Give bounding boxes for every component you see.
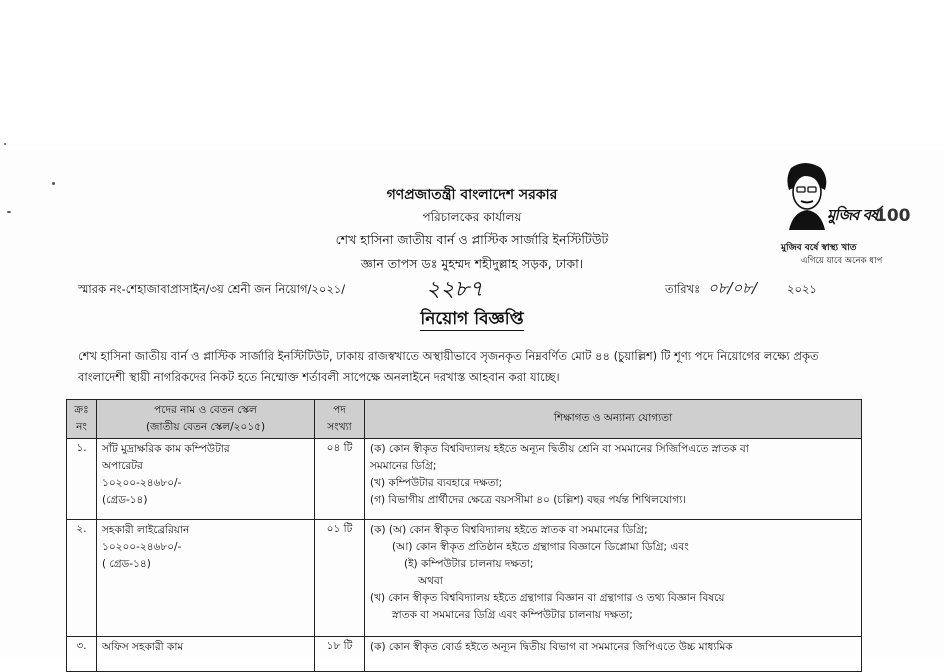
row-qualification	[365, 637, 862, 672]
table-row	[67, 520, 862, 637]
header-count-line-1: পদ	[333, 404, 346, 416]
header-serial-line-1: ক্রঃ	[74, 404, 89, 416]
row-serial: ৩.	[67, 637, 97, 672]
qualification-line: (আ) কোন স্বীকৃত প্রতিষ্ঠান হইতে গ্রন্থাগার বিজ্ঞানে ডিপ্লোমা ডিগ্রি; এবং	[392, 541, 689, 553]
row-count: ০১ টি	[315, 520, 365, 637]
header-qualification: শিক্ষাগত ও অন্যান্য যোগ্যতা	[365, 400, 862, 439]
institute-address: জ্ঞান তাপস ডঃ মুহম্মদ শহীদুল্লাহ সড়ক, ঢাকা।	[360, 256, 584, 271]
header-post	[97, 400, 315, 439]
header-post-line-1: পদের নাম ও বেতন স্কেল	[154, 404, 257, 416]
post-line: সাঁট মুদ্রাক্ষরিক কাম কম্পিউটার	[102, 443, 230, 455]
scan-speck	[4, 143, 6, 145]
top-margin	[0, 0, 944, 150]
post-line: অপারেটর	[102, 460, 143, 472]
post-line: ১০২০০-২৪৬৮০/-	[102, 541, 182, 553]
government-name: গণপ্রজাতন্ত্রী বাংলাদেশ সরকার	[386, 187, 558, 203]
mujib-borsho-logo	[775, 160, 911, 270]
table-row	[67, 439, 862, 520]
qualification-line: সমমানের ডিগ্রি;	[370, 460, 437, 472]
logo-number: 100	[875, 206, 911, 226]
qualification-line: অথবা	[418, 575, 443, 587]
row-count: ০৪ টি	[315, 439, 365, 520]
table-row	[67, 637, 862, 672]
qualification-line: স্নাতক বা সমমানের ডিগ্রি এবং কম্পিউটার চালনায় দক্ষতা;	[392, 609, 633, 621]
qualification-line: (গ) বিভাগীয় প্রার্থীদের ক্ষেত্রে বয়সসীমা ৪০ (চল্লিশ) বছর পর্যন্ত শিথিলযোগ্য।	[370, 494, 686, 506]
row-serial: ১.	[67, 439, 97, 520]
intro-paragraph: শেখ হাসিনা জাতীয় বার্ন ও প্লাস্টিক সার্জারি ইনস্টিটিউট, ঢাকায় রাজস্বখাতে অস্থায়ীভাবে সৃজনকৃত নিম্নবর্ণিত মোট ৪৪ (চুয়াল্লিশ) টি শূণ্য পদে নিয়োগের লক্ষ্যে প্রকৃত বাংলাদেশী স্থায়ী নাগরিকদের নিকট হতে নিম্মোক্ত শর্তাবলী সাপেক্ষে অনলাইনে দরখাস্ত আহবান করা যাচ্ছে।	[78, 349, 819, 384]
header-count-line-2: সংখ্যা	[327, 421, 352, 433]
header-serial	[67, 400, 97, 439]
header-count	[315, 400, 365, 439]
memo-number-handwritten: ২২৮৭	[426, 277, 484, 302]
notice-title-text: নিয়োগ বিজ্ঞপ্তি	[420, 309, 524, 329]
institute-name: শেখ হাসিনা জাতীয় বার্ন ও প্লাস্টিক সার্জারি ইনস্টিটিউট	[335, 232, 609, 247]
post-line: ১০২০০-২৪৬৮০/-	[102, 477, 182, 489]
qualification-line: (ক) কোন স্বীকৃত বোর্ড হইতে অন্যূন দ্বিতীয় বিভাগ বা সমমানের জিপিএতে উচ্চ মাধ্যমিক	[370, 641, 733, 653]
date-label: তারিখঃ	[665, 282, 701, 296]
row-count: ১৮ টি	[315, 637, 365, 672]
row-post	[97, 439, 315, 520]
office-name: পরিচালকের কার্যালয়	[422, 210, 522, 224]
table-header-row	[67, 400, 862, 439]
qualification-line: (খ) কোন স্বীকৃত বিশ্ববিদ্যালয় হইতে গ্রন্থাগার বিজ্ঞান বা গ্রন্থাগার ও তথ্য বিজ্ঞান বিষয়ে	[370, 592, 725, 604]
post-line: অফিস সহকারী কাম	[102, 641, 184, 653]
row-post	[97, 520, 315, 637]
post-line: ( গ্রেড-১৪)	[102, 558, 151, 570]
post-line: (গ্রেড-১৪)	[102, 494, 148, 506]
logo-tagline-1: মুজিব বর্ষে স্বাস্থ্য খাত	[781, 243, 857, 253]
qualification-line: (ক) (অ) কোন স্বীকৃত বিশ্ববিদ্যালয় হইতে স্নাতক বা সমমানের ডিগ্রি;	[370, 524, 648, 536]
header-serial-line-2: নং	[76, 421, 87, 433]
notice-title	[0, 306, 944, 334]
date-year: ২০২১	[787, 282, 817, 296]
qualification-line: (ক) কোন স্বীকৃত বিশ্ববিদ্যালয় হইতে অন্যূন দ্বিতীয় শ্রেনি বা সমমানের সিজিপিএতে স্নাতক বা	[370, 443, 749, 455]
date-handwritten: ০৮/০৮/	[708, 279, 758, 297]
logo-wordmark: মুজিব বর্ষ	[827, 206, 878, 224]
logo-tagline-2: এগিয়ে যাবে অনেক ধাপ	[801, 256, 883, 266]
header-post-line-2: (জাতীয় বেতন স্কেল/২০১৫)	[145, 421, 266, 433]
qualification-line: (ই) কম্পিউটার চালনায় দক্ষতা;	[404, 558, 534, 570]
vacancy-table	[66, 399, 862, 672]
post-line: সহকারী লাইব্রেরিয়ান	[102, 524, 190, 536]
row-serial: ২.	[67, 520, 97, 637]
memo-number-label: স্মারক নং-শেহাজাবাপ্রাসাইন/৩য় শ্রেনী জন নিয়োগ/২০২১/	[78, 282, 346, 296]
row-qualification	[365, 520, 862, 637]
row-qualification	[365, 439, 862, 520]
qualification-line: (খ) কম্পিউটার ব্যবহারে দক্ষতা;	[370, 477, 503, 489]
row-post	[97, 637, 315, 672]
